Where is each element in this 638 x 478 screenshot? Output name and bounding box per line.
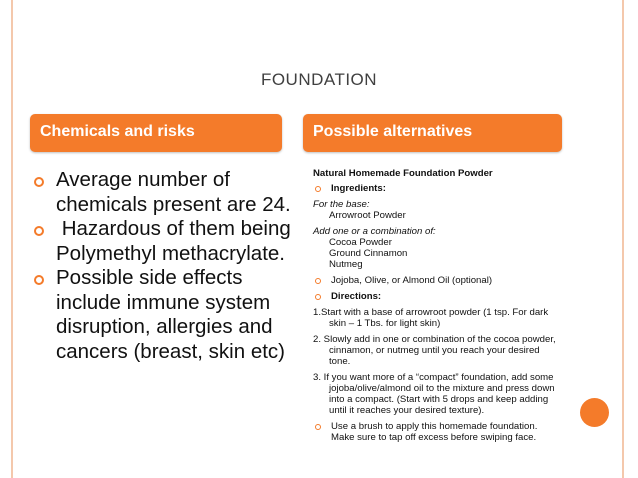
list-item	[34, 266, 294, 364]
oil-item: Jojoba, Olive, or Almond Oil (optional)	[331, 275, 493, 286]
bullet-icon	[34, 177, 44, 187]
list-item	[34, 217, 297, 266]
add-label: Add one or a combination of:	[313, 226, 436, 237]
final-item: Use a brush to apply this homemade foundation. Make sure to tap off excess before swiping face.	[331, 421, 538, 443]
bullet-icon	[315, 186, 321, 192]
base-item: Arrowroot Powder	[329, 210, 406, 221]
right-column-content	[313, 168, 563, 448]
ingredients-label: Ingredients:	[331, 183, 386, 194]
bullet-icon	[34, 275, 44, 285]
bullet-icon	[315, 278, 321, 284]
right-column-header-label: Possible alternatives	[313, 123, 473, 140]
list-item-text: Average number of chemicals present are 24.	[56, 168, 291, 216]
left-column-header-label: Chemicals and risks	[40, 123, 195, 140]
directions-label: Directions:	[331, 291, 382, 302]
add-item: Ground Cinnamon	[329, 248, 408, 259]
list-item-text: Possible side effects include immune system disruption, allergies and cancers (breast, skin etc)	[56, 266, 285, 363]
bullet-icon	[34, 226, 44, 236]
slide-title: FOUNDATION	[260, 70, 378, 89]
list-item	[313, 183, 563, 194]
list-item	[34, 168, 294, 217]
bullet-icon	[315, 424, 321, 430]
left-column-content	[34, 168, 297, 364]
decorative-circle	[580, 398, 609, 427]
left-column-header	[30, 114, 282, 152]
list-item	[313, 291, 563, 302]
list-item	[313, 421, 563, 443]
list-item-text: Hazardous of them being Polymethyl methacrylate.	[56, 217, 297, 265]
add-item: Cocoa Powder	[329, 237, 392, 248]
add-item: Nutmeg	[329, 259, 363, 270]
recipe-heading: Natural Homemade Foundation Powder	[313, 168, 493, 179]
base-label: For the base:	[313, 199, 370, 210]
direction-step: 3. If you want more of a “compact” foundation, add some jojoba/olive/almond oil to the mixture and press down into a compact. (Start with 5 drops and keep adding until it reaches your desired texture).	[313, 372, 555, 416]
bullet-icon	[315, 294, 321, 300]
right-column-header	[303, 114, 562, 152]
direction-step: 1.Start with a base of arrowroot powder (1 tsp. For dark skin – 1 Tbs. for light skin)	[313, 307, 549, 329]
direction-step: 2. Slowly add in one or combination of the cocoa powder, cinnamon, or nutmeg until you reach your desired tone.	[313, 334, 556, 367]
list-item	[313, 275, 563, 286]
